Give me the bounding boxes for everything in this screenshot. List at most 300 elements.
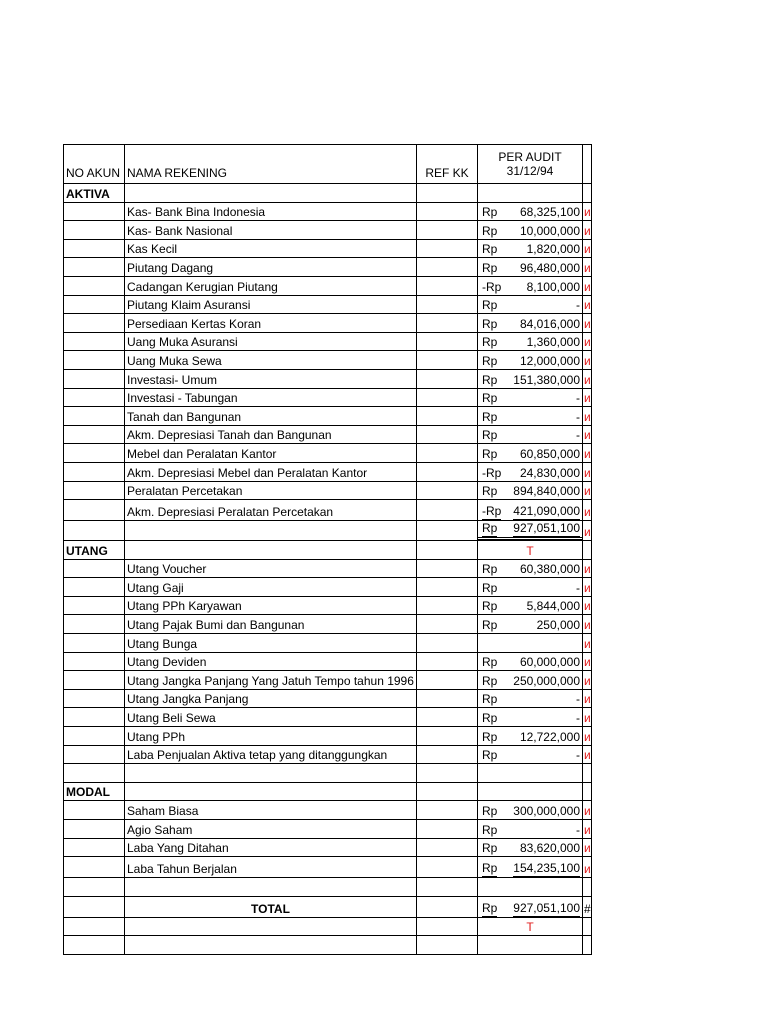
currency-label: Rp [482,372,498,387]
no-akun-cell [64,425,125,444]
amount-value [478,581,582,596]
mark-cell [583,541,592,560]
amount-value [478,711,582,726]
ref-kk-cell [417,936,478,955]
ref-kk-cell [417,276,478,295]
amount-number: 60,000,000 [519,655,580,670]
per-audit-label: PER AUDIT [498,150,562,164]
amount-number: - [576,428,580,443]
col-per-audit-header [478,145,583,184]
currency-label: Rp [482,409,498,424]
check-mark-icon: и [584,279,591,294]
amount-value [478,428,582,443]
currency-label: Rp [482,260,498,275]
hash-mark: # [584,901,591,916]
amount-number: 300,000,000 [513,804,580,818]
currency-label: Rp [482,804,498,818]
ref-kk-cell [417,462,478,481]
check-mark-icon: и [584,484,591,499]
amount-cell [478,745,583,764]
currency-label: Rp [482,841,498,856]
ref-kk-cell [417,820,478,839]
section-row-modal [64,782,592,801]
no-akun-cell [64,258,125,277]
ref-kk-cell [417,332,478,351]
table-row [64,295,592,314]
amount-cell [478,896,583,917]
amount-value [478,674,582,689]
ref-kk-cell [417,425,478,444]
no-akun-cell [64,838,125,857]
ref-kk-cell [417,578,478,597]
amount-value [478,410,582,425]
amount-value [478,823,582,838]
amount-cell [478,202,583,221]
account-name-cell: Uang Muka Asuransi [125,332,417,351]
ref-kk-cell [417,917,478,936]
table-row [64,936,592,955]
account-name-cell: Piutang Klaim Asuransi [125,295,417,314]
currency-label: Rp [482,748,498,763]
account-name-cell: Tanah dan Bangunan [125,407,417,426]
no-akun-cell [64,801,125,820]
ref-kk-cell [417,500,478,521]
table-row [64,689,592,708]
check-mark-icon: и [584,729,591,744]
ref-kk-cell [417,481,478,500]
amount-value [478,655,582,670]
ref-kk-cell [417,221,478,240]
no-akun-cell [64,615,125,634]
check-mark-icon: и [584,804,591,818]
no-akun-cell [64,878,125,897]
currency-label: Rp [482,428,498,443]
table-row [64,258,592,277]
amount-value [478,730,582,745]
amount-number: - [576,409,580,424]
account-name-cell: Saham Biasa [125,801,417,820]
table-row [64,239,592,258]
no-akun-cell [64,295,125,314]
mark-cell [583,407,592,426]
amount-value [478,447,582,462]
amount-value [478,466,582,481]
ref-kk-cell [417,727,478,746]
table-row [64,708,592,727]
currency-label: Rp [482,223,498,238]
currency-label: Rp [482,618,498,633]
ref-kk-cell [417,634,478,653]
amount-value [478,354,582,369]
grand-total-row [64,896,592,917]
no-akun-cell [64,708,125,727]
check-mark-icon: и [584,446,591,461]
amount-number: 5,844,000 [526,599,580,614]
no-akun-cell [64,202,125,221]
no-akun-cell [64,314,125,333]
ref-kk-cell [417,615,478,634]
account-name-cell: Kas- Bank Bina Indonesia [125,202,417,221]
amount-value [478,335,582,350]
amount-cell [478,351,583,370]
table-row [64,820,592,839]
amount-cell [478,521,583,541]
account-name-cell: Laba Yang Ditahan [125,838,417,857]
amount-number: 10,000,000 [519,223,580,238]
amount-cell [478,541,583,560]
currency-label: Rp [482,729,498,744]
ref-kk-cell [417,559,478,578]
mark-cell [583,764,592,783]
amount-cell [478,708,583,727]
amount-number: 250,000 [536,618,580,633]
no-akun-cell [64,652,125,671]
amount-cell [478,239,583,258]
mark-cell [583,708,592,727]
per-audit-date: 31/12/94 [506,164,554,178]
no-akun-cell [64,820,125,839]
account-name-cell [125,764,417,783]
ref-kk-cell [417,239,478,258]
currency-label: Rp [482,861,498,876]
aktiva-total-row [64,521,592,541]
mark-cell [583,596,592,615]
amount-number: - [576,748,580,763]
mark-cell [583,727,592,746]
table-row [64,578,592,597]
mark-cell [583,917,592,936]
account-name-cell [125,541,417,560]
ref-kk-cell [417,596,478,615]
check-mark-icon: и [584,841,591,856]
mark-cell [583,481,592,500]
check-mark-icon: и [584,428,591,443]
amount-value [478,504,582,520]
ref-kk-cell [417,444,478,463]
mark-cell [583,936,592,955]
amount-cell [478,444,583,463]
check-mark-icon: и [584,409,591,424]
mark-cell [583,559,592,578]
account-name-cell: Investasi - Tabungan [125,388,417,407]
amount-cell [478,314,583,333]
audit-balance-sheet-table [63,144,592,955]
ref-kk-cell [417,407,478,426]
currency-label: Rp [482,316,498,331]
currency-label: Rp [482,205,498,220]
ref-kk-cell [417,782,478,801]
account-name-cell: TOTAL [125,896,417,917]
no-akun-cell [64,745,125,764]
amount-value [478,841,582,856]
table-row [64,745,592,764]
amount-cell [478,184,583,203]
account-name-cell: Akm. Depresiasi Peralatan Percetakan [125,500,417,521]
no-akun-cell [64,276,125,295]
account-name-cell: Peralatan Percetakan [125,481,417,500]
amount-number: - [576,711,580,726]
ref-kk-cell [417,764,478,783]
amount-cell [478,578,583,597]
check-mark-icon: и [584,260,591,275]
no-akun-cell [64,857,125,878]
amount-number: 927,051,100 [513,521,580,536]
amount-number: 68,325,100 [519,205,580,220]
amount-value [478,298,582,313]
mark-cell [583,634,592,653]
check-mark-icon: и [584,655,591,670]
mark-cell [583,896,592,917]
currency-label: Rp [482,391,498,406]
account-name-cell: Utang Deviden [125,652,417,671]
no-akun-cell [64,500,125,521]
no-akun-cell [64,521,125,541]
amount-cell [478,917,583,936]
account-name-cell: Utang Pajak Bumi dan Bangunan [125,615,417,634]
account-name-cell: Persediaan Kertas Koran [125,314,417,333]
currency-label: Rp [482,298,498,313]
currency-label: -Rp [482,279,502,294]
no-akun-cell [64,332,125,351]
currency-label: Rp [482,484,498,499]
amount-cell [478,615,583,634]
amount-number: 894,840,000 [513,484,580,499]
ref-kk-cell [417,878,478,897]
ref-kk-cell [417,369,478,388]
check-mark-icon: и [584,205,591,220]
mark-cell [583,239,592,258]
account-name-cell [125,917,417,936]
amount-cell [478,878,583,897]
table-row [64,559,592,578]
no-akun-cell: UTANG [64,541,125,560]
no-akun-cell [64,634,125,653]
amount-number: 84,016,000 [519,316,580,331]
ref-kk-cell [417,388,478,407]
account-name-cell: Cadangan Kerugian Piutang [125,276,417,295]
amount-value [478,748,582,763]
amount-cell [478,671,583,690]
amount-cell [478,369,583,388]
check-mark-icon: и [584,580,591,595]
currency-label: Rp [482,655,498,670]
mark-cell [583,388,592,407]
mark-cell [583,782,592,801]
mark-cell [583,671,592,690]
header-row [64,145,592,184]
ref-kk-cell [417,708,478,727]
check-mark-icon: и [584,618,591,633]
check-mark-icon: и [584,372,591,387]
ref-kk-cell [417,258,478,277]
amount-cell [478,820,583,839]
mark-cell [583,615,592,634]
amount-value [478,692,582,707]
mark-cell [583,801,592,820]
amount-cell [478,388,583,407]
table-row [64,634,592,653]
no-akun-cell [64,462,125,481]
check-mark-icon: и [584,599,591,614]
amount-cell [478,838,583,857]
check-mark-icon: и [584,335,591,350]
check-mark-icon: и [584,525,591,540]
table-row [64,351,592,370]
mark-cell [583,689,592,708]
no-akun-cell [64,896,125,917]
currency-label: Rp [482,673,498,688]
check-mark-icon: и [584,465,591,480]
mark-cell [583,369,592,388]
table-row [64,202,592,221]
amount-number: - [576,580,580,595]
table-row [64,369,592,388]
no-akun-cell [64,351,125,370]
ref-kk-cell [417,541,478,560]
table-row [64,462,592,481]
no-akun-cell: AKTIVA [64,184,125,203]
check-mark-icon: и [584,316,591,331]
mark-cell [583,462,592,481]
amount-cell [478,801,583,820]
account-name-cell: Utang Beli Sewa [125,708,417,727]
table-row [64,444,592,463]
table-row [64,221,592,240]
account-name-cell: Akm. Depresiasi Mebel dan Peralatan Kantor [125,462,417,481]
ref-kk-cell [417,184,478,203]
amount-value [478,901,582,917]
currency-label: Rp [482,822,498,837]
amount-number: 96,480,000 [519,260,580,275]
account-name-cell: Piutang Dagang [125,258,417,277]
amount-cell [478,462,583,481]
amount-number: 1,820,000 [526,242,580,257]
ref-kk-cell [417,521,478,541]
tick-mark-t: T [526,920,534,935]
account-name-cell: Laba Tahun Berjalan [125,857,417,878]
amount-cell [478,596,583,615]
table-row [64,596,592,615]
amount-value [478,317,582,332]
account-name-cell: Agio Saham [125,820,417,839]
mark-cell [583,820,592,839]
amount-cell [478,689,583,708]
amount-number: 1,360,000 [526,335,580,350]
check-mark-icon: и [584,223,591,238]
currency-label: Rp [482,580,498,595]
no-akun-cell [64,559,125,578]
currency-label: Rp [482,521,498,536]
mark-cell [583,857,592,878]
account-name-cell [125,878,417,897]
table-row [64,615,592,634]
mark-cell [583,838,592,857]
amount-number: - [576,391,580,406]
table-row [64,388,592,407]
amount-number: 60,380,000 [519,562,580,577]
mark-cell [583,332,592,351]
amount-value [478,261,582,276]
no-akun-cell [64,388,125,407]
table-row [64,801,592,820]
mark-cell [583,500,592,521]
ref-kk-cell [417,838,478,857]
currency-label: -Rp [482,504,502,519]
amount-number: 12,000,000 [519,353,580,368]
account-name-cell: Mebel dan Peralatan Kantor [125,444,417,463]
amount-cell [478,407,583,426]
check-mark-icon: и [584,822,591,837]
mark-cell [583,258,592,277]
ref-kk-cell [417,295,478,314]
check-mark-icon: и [584,673,591,688]
account-name-cell: Investasi- Umum [125,369,417,388]
amount-cell [478,481,583,500]
amount-value [478,280,582,295]
table-row [64,500,592,521]
table-row [64,425,592,444]
account-name-cell: Utang Jangka Panjang [125,689,417,708]
currency-label: Rp [482,335,498,350]
account-name-cell: Utang Bunga [125,634,417,653]
ref-kk-cell [417,314,478,333]
amount-number: 24,830,000 [519,465,580,480]
currency-label: Rp [482,353,498,368]
no-akun-cell [64,578,125,597]
amount-cell [478,221,583,240]
check-mark-icon: и [584,748,591,763]
table-row [64,276,592,295]
no-akun-cell [64,764,125,783]
no-akun-cell [64,239,125,258]
amount-number: 421,090,000 [513,504,580,519]
no-akun-cell [64,917,125,936]
currency-label: Rp [482,711,498,726]
account-name-cell: Utang Voucher [125,559,417,578]
check-mark-icon: и [584,298,591,313]
currency-label: Rp [482,599,498,614]
account-name-cell: Utang PPh [125,727,417,746]
mark-cell [583,425,592,444]
section-row-utang [64,541,592,560]
account-name-cell [125,521,417,541]
currency-label: Rp [482,242,498,257]
amount-cell [478,332,583,351]
account-name-cell: Kas- Bank Nasional [125,221,417,240]
table-row [64,314,592,333]
no-akun-cell [64,407,125,426]
amount-number: 83,620,000 [519,841,580,856]
amount-cell [478,764,583,783]
account-name-cell: Utang Gaji [125,578,417,597]
amount-number: 151,380,000 [513,372,580,387]
no-akun-cell [64,444,125,463]
check-mark-icon: и [584,505,591,520]
check-mark-icon: и [584,353,591,368]
amount-cell [478,295,583,314]
currency-label: Rp [482,562,498,577]
mark-cell [583,314,592,333]
table-row [64,917,592,936]
amount-number: 12,722,000 [519,729,580,744]
amount-number: 927,051,100 [513,900,580,915]
amount-value [478,205,582,220]
table-row [64,332,592,351]
ref-kk-cell [417,689,478,708]
mark-cell [583,202,592,221]
table-row [64,764,592,783]
check-mark-icon: и [584,862,591,877]
